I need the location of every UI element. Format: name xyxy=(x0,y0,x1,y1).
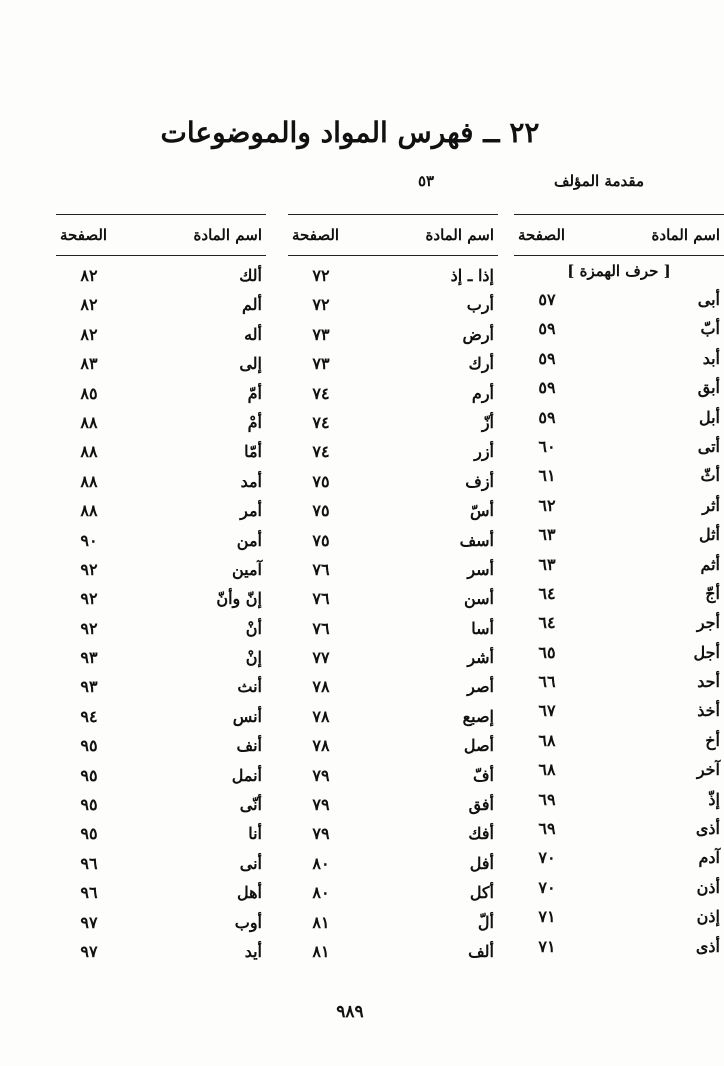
entry-page: ٨٢ xyxy=(80,324,98,344)
entry-page: ٧٠ xyxy=(538,877,556,897)
entry-page: ٥٩ xyxy=(538,319,556,339)
entry-name: ألك xyxy=(239,266,262,285)
entry-page: ٧٩ xyxy=(312,824,330,844)
index-row xyxy=(514,903,724,932)
entry-name: أسر xyxy=(467,559,494,579)
index-row xyxy=(514,462,724,491)
entry-name: آدم xyxy=(698,848,720,868)
entry-page: ٩٤ xyxy=(80,706,98,726)
index-row xyxy=(288,438,498,467)
entry-page: ٧١ xyxy=(538,936,556,956)
entry-page: ٨٥ xyxy=(80,383,98,403)
intro-page-number: ٥٣ xyxy=(417,172,435,190)
entry-name: أثل xyxy=(698,525,720,545)
intro-label: مقدمة المؤلف xyxy=(553,172,644,190)
index-row xyxy=(56,938,266,967)
column-header xyxy=(288,214,498,256)
entry-name: إنّ وأنّ xyxy=(216,589,262,609)
entry-page: ٧٧ xyxy=(312,648,330,668)
entry-page: ٥٧ xyxy=(538,290,556,309)
entry-name: أصر xyxy=(467,677,494,697)
entry-name: أفك xyxy=(468,824,494,844)
entry-name: أنس xyxy=(232,706,262,726)
index-row xyxy=(288,850,498,879)
index-row xyxy=(56,615,266,644)
entry-page: ٧٤ xyxy=(312,412,330,432)
entry-name: أنى xyxy=(239,853,262,873)
index-row xyxy=(56,527,266,556)
index-row xyxy=(288,644,498,673)
header-name: اسم المادة xyxy=(425,226,494,244)
entry-page: ٦٦ xyxy=(538,672,556,692)
entry-page: ٩٥ xyxy=(80,795,98,815)
entry-page: ٨٨ xyxy=(80,442,98,462)
entry-name: أوب xyxy=(234,912,262,932)
index-row xyxy=(288,468,498,497)
entry-page: ٦٨ xyxy=(538,730,556,750)
entry-name: أشر xyxy=(467,648,494,668)
index-row xyxy=(514,374,724,403)
entry-name: أسن xyxy=(463,589,494,609)
index-row xyxy=(288,673,498,702)
entry-name: أبّ xyxy=(700,319,720,339)
entry-page: ٧٨ xyxy=(312,706,330,726)
entry-name: أبى xyxy=(697,290,720,309)
entry-page: ٨٨ xyxy=(80,471,98,491)
entry-name: أخذ xyxy=(697,701,720,721)
entry-page: ٩٢ xyxy=(80,559,98,579)
entry-name: أهل xyxy=(237,883,262,903)
entry-page: ٧٩ xyxy=(312,765,330,785)
entry-name: إذن xyxy=(696,907,720,927)
entry-name: إصبع xyxy=(462,706,494,726)
entry-name: أزّ xyxy=(481,412,494,432)
index-row xyxy=(56,380,266,409)
entry-page: ٦٣ xyxy=(538,525,556,545)
entry-name: أمّ xyxy=(247,383,262,403)
entry-name: إذا ـ إذ xyxy=(450,266,494,285)
entry-name: أسا xyxy=(471,618,494,638)
index-row xyxy=(514,345,724,374)
index-row xyxy=(288,409,498,438)
entry-name: أذن xyxy=(696,877,720,897)
entry-name: أرب xyxy=(466,295,494,315)
entry-name: أحد xyxy=(697,672,720,692)
entry-name: أمْ xyxy=(247,412,262,432)
header-page: الصفحة xyxy=(60,226,108,244)
entry-name: إلى xyxy=(239,354,262,374)
index-row xyxy=(56,468,266,497)
entry-page: ٧٤ xyxy=(312,383,330,403)
index-column-2 xyxy=(288,214,498,967)
entry-page: ٧٥ xyxy=(312,501,330,521)
entry-page: ٩٥ xyxy=(80,824,98,844)
entry-name: أثّ xyxy=(700,466,720,486)
index-row xyxy=(288,527,498,556)
entry-name: أنف xyxy=(236,736,262,756)
index-row xyxy=(288,703,498,732)
index-row xyxy=(56,262,266,291)
entry-name: أله xyxy=(244,324,262,344)
entry-page: ٨٠ xyxy=(312,853,330,873)
entry-name: ألّ xyxy=(477,912,494,932)
entry-page: ٧١ xyxy=(538,907,556,927)
index-row xyxy=(56,556,266,585)
index-row xyxy=(514,639,724,668)
entry-name: آمين xyxy=(231,559,262,579)
entry-name: آخر xyxy=(696,760,720,780)
index-row xyxy=(514,697,724,726)
entry-name: أبق xyxy=(697,378,720,398)
index-row xyxy=(56,497,266,526)
index-row xyxy=(288,262,498,291)
entry-page: ٦٩ xyxy=(538,819,556,839)
index-row xyxy=(56,703,266,732)
index-row xyxy=(514,786,724,815)
entry-name: أجر xyxy=(696,613,720,633)
index-row xyxy=(288,762,498,791)
index-row xyxy=(56,438,266,467)
header-page: الصفحة xyxy=(292,226,340,244)
index-row xyxy=(56,762,266,791)
column-header xyxy=(514,214,724,256)
section-hamza: [ حرف الهمزة ] xyxy=(567,262,671,280)
index-row xyxy=(56,850,266,879)
entry-name: أكل xyxy=(469,883,494,903)
index-row xyxy=(514,521,724,550)
entry-page: ٧٣ xyxy=(312,324,330,344)
entry-page: ٧٤ xyxy=(312,442,330,462)
entry-name: أمد xyxy=(240,471,262,491)
entry-page: ٧٦ xyxy=(312,618,330,638)
entry-page: ٦١ xyxy=(538,466,556,486)
entry-name: إنْ xyxy=(245,648,262,668)
entry-page: ٨٣ xyxy=(80,354,98,374)
entry-page: ٦٠ xyxy=(538,436,556,456)
entry-name: أرض xyxy=(462,324,494,344)
entry-page: ٨٢ xyxy=(80,266,98,285)
index-row xyxy=(288,615,498,644)
entry-page: ٩٧ xyxy=(80,941,98,961)
index-row xyxy=(288,350,498,379)
entry-name: أثم xyxy=(700,554,720,574)
index-row xyxy=(514,404,724,433)
column-header xyxy=(56,214,266,256)
index-row xyxy=(56,409,266,438)
index-row xyxy=(514,315,724,344)
index-row xyxy=(56,879,266,908)
page-title: ٢٢ ــ فهرس المواد والموضوعات xyxy=(160,116,540,149)
index-row xyxy=(514,933,724,962)
entry-page: ٩٢ xyxy=(80,618,98,638)
entry-page: ٦٨ xyxy=(538,760,556,780)
entry-page: ٩٦ xyxy=(80,853,98,873)
index-row xyxy=(288,820,498,849)
entry-page: ٧٦ xyxy=(312,589,330,609)
index-row xyxy=(56,732,266,761)
index-row xyxy=(514,580,724,609)
entry-page: ٧٣ xyxy=(312,354,330,374)
entry-name: أنْ xyxy=(245,618,262,638)
entry-page: ٨١ xyxy=(312,912,330,932)
entry-name: أمن xyxy=(236,530,262,550)
entry-name: أفق xyxy=(468,795,494,815)
entry-page: ٦٤ xyxy=(538,613,556,633)
entry-page: ٧٥ xyxy=(312,471,330,491)
index-row xyxy=(514,727,724,756)
index-row xyxy=(514,756,724,785)
entry-page: ٦٩ xyxy=(538,789,556,809)
entry-name: أبد xyxy=(702,348,720,368)
entry-page: ٩٣ xyxy=(80,677,98,697)
entry-name: أنمل xyxy=(231,765,262,785)
entry-page: ٩٢ xyxy=(80,589,98,609)
entry-name: أفّ xyxy=(472,765,494,785)
entry-page: ٧٩ xyxy=(312,795,330,815)
entry-name: أزر xyxy=(474,442,494,462)
entry-page: ٧٢ xyxy=(312,295,330,315)
header-name: اسم المادة xyxy=(193,226,262,244)
entry-name: أزف xyxy=(465,471,494,491)
entry-page: ٨٨ xyxy=(80,501,98,521)
entry-name: أجل xyxy=(693,642,720,662)
index-row xyxy=(288,556,498,585)
entry-page: ٥٩ xyxy=(538,378,556,398)
entry-name: أذى xyxy=(695,819,720,839)
index-row xyxy=(288,380,498,409)
rows xyxy=(288,262,498,967)
entry-page: ٧٠ xyxy=(538,848,556,868)
entry-name: أتى xyxy=(697,436,720,456)
entry-page: ٨٨ xyxy=(80,412,98,432)
entry-name: إذّ xyxy=(708,789,720,809)
entry-page: ٦٢ xyxy=(538,495,556,515)
entry-name: ألم xyxy=(242,295,262,315)
entry-name: أذى xyxy=(695,936,720,956)
entry-page: ٧٦ xyxy=(312,559,330,579)
index-row xyxy=(514,551,724,580)
rows xyxy=(514,286,724,962)
page-number: ٩٨٩ xyxy=(336,1002,364,1022)
entry-page: ٦٣ xyxy=(538,554,556,574)
entry-name: أجّ xyxy=(705,583,720,603)
entry-page: ٨٢ xyxy=(80,295,98,315)
entry-page: ٥٩ xyxy=(538,407,556,427)
entry-name: أسّ xyxy=(470,501,494,521)
entry-name: أصل xyxy=(463,736,494,756)
entry-page: ٧٥ xyxy=(312,530,330,550)
entry-page: ٨١ xyxy=(312,941,330,961)
index-row xyxy=(514,668,724,697)
index-row xyxy=(514,609,724,638)
index-row xyxy=(288,585,498,614)
index-row xyxy=(56,350,266,379)
entry-page: ٩٥ xyxy=(80,765,98,785)
header-name: اسم المادة xyxy=(651,226,720,244)
index-row xyxy=(288,938,498,967)
entry-page: ٦٧ xyxy=(538,701,556,721)
entry-page: ٩٧ xyxy=(80,912,98,932)
index-row xyxy=(514,286,724,315)
entry-name: أسف xyxy=(459,530,494,550)
index-row xyxy=(56,321,266,350)
index-row xyxy=(56,585,266,614)
entry-name: أفل xyxy=(469,853,494,873)
index-row xyxy=(514,492,724,521)
entry-name: أخ xyxy=(705,730,720,750)
entry-page: ٩٦ xyxy=(80,883,98,903)
index-row xyxy=(56,909,266,938)
entry-page: ٦٤ xyxy=(538,583,556,603)
header-page: الصفحة xyxy=(518,226,566,244)
entry-page: ٧٨ xyxy=(312,677,330,697)
index-column-3 xyxy=(56,214,266,967)
index-row xyxy=(56,673,266,702)
entry-page: ٩٠ xyxy=(80,530,98,550)
entry-page: ٧٨ xyxy=(312,736,330,756)
index-row xyxy=(288,879,498,908)
entry-page: ٥٩ xyxy=(538,348,556,368)
index-row xyxy=(514,433,724,462)
entry-name: أنّى xyxy=(239,795,262,815)
index-row xyxy=(56,791,266,820)
index-row xyxy=(288,291,498,320)
entry-page: ٦٥ xyxy=(538,642,556,662)
index-row xyxy=(514,844,724,873)
entry-page: ٩٣ xyxy=(80,648,98,668)
entry-page: ٨٠ xyxy=(312,883,330,903)
index-row xyxy=(288,321,498,350)
entry-name: أنث xyxy=(237,677,262,697)
entry-name: أمّا xyxy=(244,442,262,462)
entry-page: ٧٢ xyxy=(312,266,330,285)
index-row xyxy=(56,820,266,849)
entry-name: أرك xyxy=(468,354,494,374)
index-column-1 xyxy=(514,214,724,962)
index-row xyxy=(288,732,498,761)
index-row xyxy=(56,644,266,673)
entry-name: ألف xyxy=(468,941,494,961)
entry-name: أمر xyxy=(240,501,262,521)
entry-name: أنا xyxy=(248,824,262,844)
entry-name: أثر xyxy=(702,495,720,515)
entry-name: أبل xyxy=(698,407,720,427)
rows xyxy=(56,262,266,967)
index-row xyxy=(288,791,498,820)
entry-name: أرم xyxy=(471,383,494,403)
entry-name: أيد xyxy=(244,941,262,961)
index-row xyxy=(514,815,724,844)
index-row xyxy=(288,497,498,526)
index-row xyxy=(56,291,266,320)
index-row xyxy=(288,909,498,938)
entry-page: ٩٥ xyxy=(80,736,98,756)
index-row xyxy=(514,874,724,903)
